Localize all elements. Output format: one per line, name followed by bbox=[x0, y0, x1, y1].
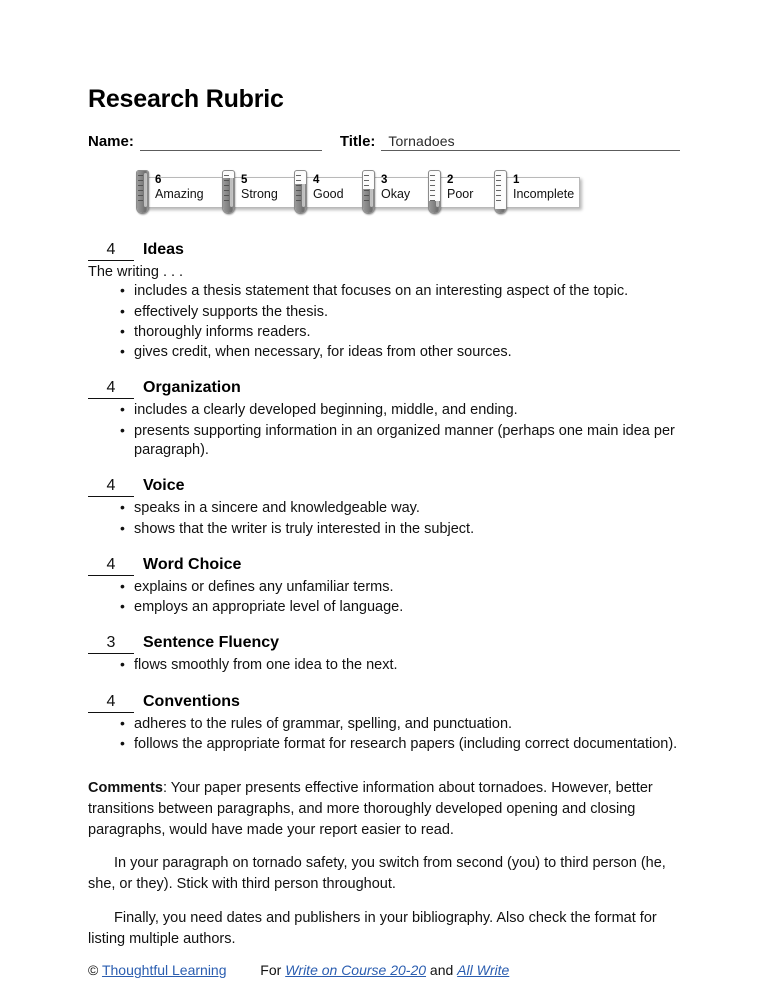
trait-name-conventions: Conventions bbox=[143, 692, 240, 710]
scale-level-3[interactable] bbox=[362, 168, 428, 218]
criteria-list-conventions bbox=[88, 715, 680, 755]
comments-section bbox=[88, 778, 680, 949]
title-label: Title: bbox=[339, 132, 376, 150]
tube-ticks bbox=[364, 175, 369, 205]
tube-fill-1 bbox=[495, 209, 506, 212]
criteria-list-sentence-fluency bbox=[88, 656, 680, 675]
rating-scale bbox=[136, 168, 580, 218]
criterion-item: • thoroughly informs readers. bbox=[88, 323, 680, 342]
criteria-list-word-choice bbox=[88, 578, 680, 618]
criterion-item: • gives credit, when necessary, for ideas from other sources. bbox=[88, 343, 680, 362]
score-input-word-choice[interactable]: 4 bbox=[88, 555, 134, 576]
resource-link-all-write[interactable]: All Write bbox=[457, 962, 510, 979]
criterion-item: • includes a thesis statement that focuses on an interesting aspect of the topic. bbox=[88, 282, 680, 301]
page-content bbox=[88, 86, 680, 978]
comments-paragraph-3: Finally, you need dates and publishers in your bibliography. Also check the format for listing multiple authors. bbox=[88, 909, 657, 947]
rating-scale-items bbox=[136, 168, 580, 218]
criterion-item: • includes a clearly developed beginning, middle, and ending. bbox=[88, 401, 680, 420]
trait-name-organization: Organization bbox=[143, 379, 241, 397]
name-input[interactable] bbox=[140, 133, 322, 151]
trait-name-sentence-fluency: Sentence Fluency bbox=[143, 634, 280, 652]
trait-name-ideas: Ideas bbox=[143, 240, 184, 258]
trait-header bbox=[88, 378, 680, 399]
trait-header bbox=[88, 555, 680, 576]
scale-level-2[interactable] bbox=[428, 168, 494, 218]
criterion-item: • employs an appropriate level of language. bbox=[88, 598, 680, 617]
trait-voice bbox=[88, 476, 680, 539]
trait-word-choice bbox=[88, 555, 680, 618]
criteria-list-ideas bbox=[88, 282, 680, 362]
publisher-link[interactable]: Thoughtful Learning bbox=[101, 962, 227, 979]
scale-number-2: 2 bbox=[447, 173, 454, 186]
test-tube-icon bbox=[136, 170, 149, 214]
tube-gloss bbox=[144, 173, 147, 207]
tube-ticks bbox=[138, 175, 143, 205]
scale-level-1[interactable] bbox=[494, 168, 580, 218]
comments-text-1: Your paper presents effective information about tornadoes. However, better transitions between paragraphs, and more thoroughly developed opening and closing paragraphs, would have made your report easier to read. bbox=[88, 780, 653, 838]
criteria-list-voice bbox=[88, 499, 680, 539]
scale-level-5[interactable] bbox=[222, 168, 294, 218]
trait-sentence-fluency bbox=[88, 633, 680, 675]
scale-label-1 bbox=[513, 174, 574, 202]
tube-ticks bbox=[224, 175, 229, 205]
identity-row bbox=[88, 127, 680, 151]
tube-ticks bbox=[496, 175, 501, 205]
scale-label-4 bbox=[313, 174, 344, 202]
page-title: Research Rubric bbox=[88, 85, 284, 113]
title-input[interactable] bbox=[381, 133, 680, 151]
trait-name-word-choice: Word Choice bbox=[143, 555, 242, 573]
scale-word-6: Amazing bbox=[155, 187, 204, 202]
scale-word-2: Poor bbox=[447, 187, 474, 202]
tube-gloss bbox=[502, 173, 505, 207]
scale-label-6 bbox=[155, 174, 204, 202]
scale-label-5 bbox=[241, 174, 278, 202]
score-input-ideas[interactable]: 4 bbox=[88, 240, 134, 261]
test-tube-icon bbox=[362, 170, 375, 214]
criterion-item: • speaks in a sincere and knowledgeable way. bbox=[88, 499, 680, 518]
tube-gloss bbox=[436, 173, 439, 207]
scale-level-6[interactable] bbox=[136, 168, 222, 218]
scale-number-4: 4 bbox=[313, 173, 320, 186]
trait-header bbox=[88, 476, 680, 497]
test-tube-icon bbox=[294, 170, 307, 214]
scale-number-1: 1 bbox=[513, 173, 520, 186]
score-input-voice[interactable]: 4 bbox=[88, 476, 134, 497]
criterion-item: • explains or defines any unfamiliar terms. bbox=[88, 578, 680, 597]
criterion-item: • flows smoothly from one idea to the next. bbox=[88, 656, 680, 675]
tube-gloss bbox=[230, 173, 233, 207]
comments-paragraph-2: In your paragraph on tornado safety, you switch from second (you) to third person (he, she, or they). Stick with third person throughout. bbox=[88, 855, 666, 893]
criterion-item: • follows the appropriate format for research papers (including correct documentation). bbox=[88, 735, 680, 754]
trait-header bbox=[88, 633, 680, 654]
copyright-symbol: © bbox=[88, 962, 99, 979]
scale-word-5: Strong bbox=[241, 187, 278, 202]
trait-ideas bbox=[88, 240, 680, 363]
scale-level-4[interactable] bbox=[294, 168, 362, 218]
score-input-organization[interactable]: 4 bbox=[88, 378, 134, 399]
test-tube-icon bbox=[494, 170, 507, 214]
trait-header bbox=[88, 692, 680, 713]
criterion-item: • adheres to the rules of grammar, spelling, and punctuation. bbox=[88, 715, 680, 734]
footer bbox=[88, 962, 680, 978]
comments-paragraph-1 bbox=[88, 778, 680, 840]
trait-conventions bbox=[88, 692, 680, 755]
tube-gloss bbox=[370, 173, 373, 207]
scale-word-1: Incomplete bbox=[513, 187, 575, 202]
footer-for-label: For bbox=[260, 962, 282, 979]
test-tube-icon bbox=[222, 170, 235, 214]
trait-name-voice: Voice bbox=[143, 477, 185, 495]
scale-label-3 bbox=[381, 174, 410, 202]
tube-ticks bbox=[296, 175, 301, 205]
tube-gloss bbox=[302, 173, 305, 207]
criterion-item: • presents supporting information in an organized manner (perhaps one main idea per paragraph). bbox=[88, 422, 680, 461]
scale-number-3: 3 bbox=[381, 173, 388, 186]
criteria-list-organization bbox=[88, 401, 680, 460]
scale-number-5: 5 bbox=[241, 173, 248, 186]
resource-link-write-on-course[interactable]: Write on Course 20-20 bbox=[285, 962, 427, 979]
comments-label: Comments bbox=[88, 780, 163, 797]
criterion-item: • effectively supports the thesis. bbox=[88, 303, 680, 322]
score-input-conventions[interactable]: 4 bbox=[88, 692, 134, 713]
trait-header bbox=[88, 240, 680, 261]
name-label: Name: bbox=[88, 132, 134, 150]
criterion-item: • shows that the writer is truly interested in the subject. bbox=[88, 520, 680, 539]
test-tube-icon bbox=[428, 170, 441, 214]
trait-lead-in-ideas: The writing . . . bbox=[88, 263, 184, 280]
scale-label-2 bbox=[447, 174, 473, 202]
scale-number-6: 6 bbox=[155, 173, 162, 186]
score-input-sentence-fluency[interactable]: 3 bbox=[88, 633, 134, 654]
footer-conjunction: and bbox=[429, 962, 454, 979]
scale-word-4: Good bbox=[313, 187, 344, 202]
scale-word-3: Okay bbox=[381, 187, 411, 202]
tube-ticks bbox=[430, 175, 435, 205]
comments-label-suffix: : bbox=[162, 780, 171, 797]
title-value: Tornadoes bbox=[388, 132, 455, 149]
trait-organization bbox=[88, 378, 680, 460]
